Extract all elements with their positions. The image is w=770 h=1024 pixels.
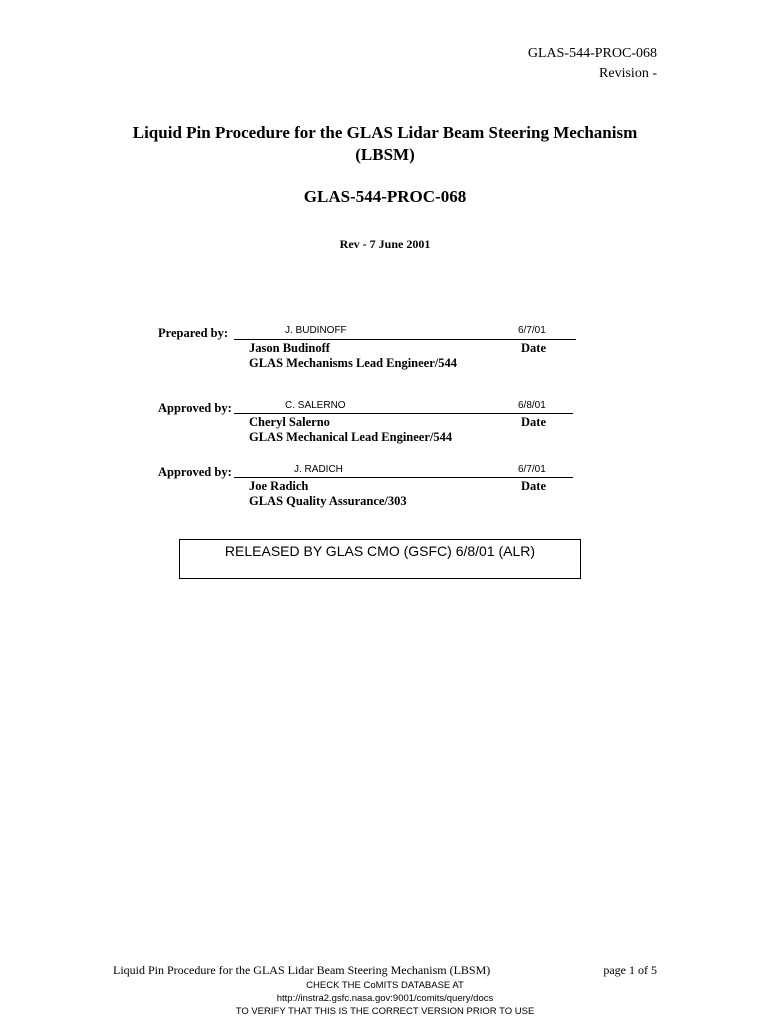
signer-role-1: GLAS Mechanisms Lead Engineer/544 (249, 356, 457, 370)
title-line-1: Liquid Pin Procedure for the GLAS Lidar Beam Steering Mechanism (132, 123, 638, 142)
title-line-2: (LBSM) (355, 145, 415, 164)
signer-name-1: Jason Budinoff (249, 341, 330, 355)
signature-1: J. BUDINOFF (285, 325, 347, 336)
footer-notice-url[interactable]: http://instra2.gsfc.nasa.gov:9001/comits/query/docs (276, 993, 494, 1004)
signer-role-2: GLAS Mechanical Lead Engineer/544 (249, 430, 453, 444)
release-stamp-text: RELEASED BY GLAS CMO (GSFC) 6/8/01 (ALR) (224, 543, 536, 559)
date-label-2: Date (521, 415, 546, 429)
signature-3: J. RADICH (294, 464, 343, 475)
header-revision: Revision - (599, 66, 657, 81)
date-label-3: Date (521, 479, 546, 493)
footer-notice-line-1: CHECK THE CoMITS DATABASE AT (306, 980, 464, 991)
signature-2: C. SALERNO (285, 400, 346, 411)
signature-date-3: 6/7/01 (518, 464, 546, 475)
signer-name-3: Joe Radich (249, 479, 309, 493)
date-label-1: Date (521, 341, 546, 355)
approved-by-label-2: Approved by: (158, 465, 232, 479)
footer-page-number: page 1 of 5 (603, 963, 657, 977)
document-id: GLAS-544-PROC-068 (303, 187, 467, 206)
signer-name-2: Cheryl Salerno (249, 415, 330, 429)
prepared-by-label: Prepared by: (158, 326, 229, 340)
approved-by-label-1: Approved by: (158, 401, 232, 415)
release-stamp-box (179, 539, 581, 579)
header-doc-number: GLAS-544-PROC-068 (527, 46, 657, 61)
signature-date-1: 6/7/01 (518, 325, 546, 336)
footer-notice-line-3: TO VERIFY THAT THIS IS THE CORRECT VERSION PRIOR TO USE (235, 1006, 535, 1017)
signer-role-3: GLAS Quality Assurance/303 (249, 494, 407, 508)
footer-title: Liquid Pin Procedure for the GLAS Lidar Beam Steering Mechanism (LBSM) (113, 963, 491, 977)
signature-date-2: 6/8/01 (518, 400, 546, 411)
revision-date: Rev - 7 June 2001 (339, 237, 431, 251)
